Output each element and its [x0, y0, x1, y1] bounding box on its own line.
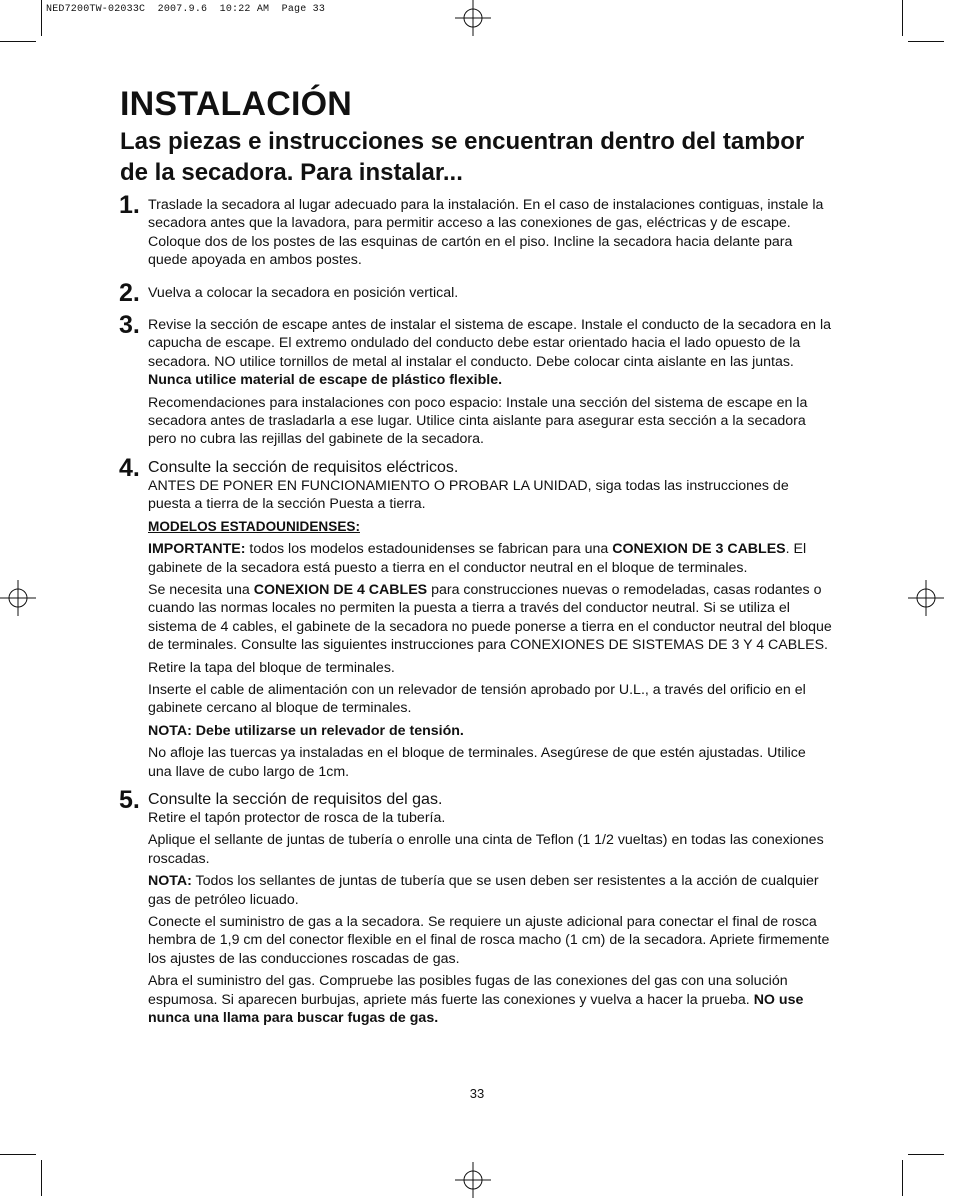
- step-text: No afloje las tuercas ya instaladas en el bloque de terminales. Asegúrese de que estén ajustadas. Utilice una llave de cubo largo de 1cm.: [148, 745, 806, 780]
- section-heading-text: MODELOS ESTADOUNIDENSES:: [148, 518, 360, 534]
- crop-mark-bottom-left-v: [41, 1160, 42, 1196]
- step-text: ANTES DE PONER EN FUNCIONAMIENTO O PROBAR LA UNIDAD, siga todas las instrucciones de puesta a tierra de la sección Puesta a tierra.: [148, 477, 789, 513]
- step-text-bold: IMPORTANTE:: [148, 541, 246, 558]
- step-text-bold: CONEXION DE 3 CABLES: [612, 541, 786, 558]
- step-text: [148, 872, 832, 909]
- step-text-regular: Todos los sellantes de juntas de tubería que se usen deben ser resistentes a la acción de cualquier gas de petróleo licuado.: [148, 873, 819, 908]
- step-text: Aplique el sellante de juntas de tubería o enrolle una cinta de Teflon (1 1/2 vueltas) en todas las conexiones roscadas.: [148, 832, 824, 867]
- step-text-regular: Abra el suministro del gas. Compruebe las posibles fugas de las conexiones del gas con una solución espumosa. Si aparecen burbujas, apriete más fuerte las conexiones y vuelva a hacer la prueba.: [148, 973, 788, 1008]
- step-3: [119, 311, 832, 449]
- step-text: Traslade la secadora al lugar adecuado para la instalación. En el caso de instalaciones contiguas, instale la secadora antes que la lavadora, para permitir acceso a las conexiones de gas, eléctricas y de escape. Coloque dos de los postes de las esquinas de cartón en el piso. Incline la secadora hacia delante para quede apoyada en ambos postes.: [148, 197, 824, 269]
- step-number: 5.: [119, 785, 140, 814]
- step-text: Recomendaciones para instalaciones con poco espacio: Instale una sección del sistema de escape en la secadora antes de trasladarla a ese lugar. Utilice cinta aislante para asegurar esta sección a la secadora pero no cubra las rejillas del gabinete de la secadora.: [148, 394, 808, 448]
- step-number: 3.: [119, 311, 140, 340]
- step-number: 4.: [119, 453, 140, 482]
- step-lead: Consulte la sección de requisitos del gas.: [148, 790, 443, 808]
- step-text-bold: Nunca utilice material de escape de plástico flexible.: [148, 372, 503, 389]
- registration-mark-bottom-icon: [455, 1162, 491, 1198]
- page-content: [120, 84, 832, 1031]
- step-text-bold: NOTA:: [148, 873, 192, 890]
- registration-mark-top-icon: [455, 0, 491, 36]
- step-4: [119, 453, 832, 781]
- step-text: Vuelva a colocar la secadora en posición vertical.: [148, 284, 459, 301]
- step-1: [119, 191, 832, 270]
- step-text: [148, 540, 832, 577]
- registration-mark-right-icon: [908, 580, 944, 616]
- step-5: [119, 785, 832, 1027]
- page-title: INSTALACIÓN: [120, 85, 352, 123]
- step-text: [148, 581, 832, 655]
- registration-mark-left-icon: [0, 580, 36, 616]
- step-number: 1.: [119, 191, 140, 219]
- crop-mark-bottom-left-h: [0, 1154, 36, 1155]
- section-heading: [148, 518, 832, 536]
- page-subtitle: Las piezas e instrucciones se encuentran dentro del tambor de la secadora. Para instalar...: [120, 128, 805, 186]
- print-slug: NED7200TW-02033C 2007.9.6 10:22 AM Page 33: [46, 4, 326, 15]
- step-note: [148, 722, 832, 740]
- step-text-regular: todos los modelos estadounidenses se fabrican para una: [245, 541, 613, 558]
- step-text-bold: CONEXION DE 4 CABLES: [253, 581, 428, 598]
- step-text-bold: NO use nunca una llama para buscar fugas de gas.: [148, 991, 804, 1027]
- crop-mark-bottom-right-v: [902, 1160, 903, 1196]
- step-text-regular: Se necesita una: [148, 581, 254, 598]
- step-text-regular: para construcciones nuevas o remodeladas, casas rodantes o cuando las normas locales no permiten la puesta a tierra a través del conductor neutral. Si se utiliza el sistema de 4 cables, el gabinete de la secadora no puede ponerse a tierra en el conductor neutral del bloque de terminales. Consulte las siguientes instrucciones para CONEXIONES DE SISTEMAS DE 3 Y 4 CABLES.: [148, 581, 832, 654]
- step-text: [148, 316, 832, 390]
- step-text-regular: Revise la sección de escape antes de instalar el sistema de escape. Instale el conducto de la secadora en la capucha de escape. El extremo ondulado del conducto debe estar orientado hacia el lado opuesto de la secadora. NO utilice tornillos de metal al instalar el conducto. Debe colocar cinta aislante en las juntas.: [148, 317, 831, 370]
- step-text: Inserte el cable de alimentación con un relevador de tensión aprobado por U.L., a través del orificio en el gabinete cercano al bloque de terminales.: [148, 681, 806, 717]
- step-2: [119, 278, 832, 307]
- step-text: Retire la tapa del bloque de terminales.: [148, 659, 395, 676]
- page-number: 33: [469, 1086, 485, 1101]
- crop-mark-bottom-right-h: [908, 1154, 944, 1155]
- crop-mark-top-right-h: [908, 41, 944, 42]
- crop-mark-top-right-v: [902, 0, 903, 36]
- step-text: Conecte el suministro de gas a la secadora. Se requiere un ajuste adicional para conectar el final de rosca hembra de 1,9 cm del conector flexible en el final de rosca macho (1 cm) de la secadora. Apriete firmemente los ajustes de las conducciones roscadas de gas.: [148, 914, 830, 967]
- crop-mark-top-left-v: [41, 0, 42, 36]
- step-text-bold: NOTA: Debe utilizarse un relevador de tensión.: [148, 722, 464, 739]
- step-text: [148, 972, 832, 1027]
- step-text-regular: . El gabinete de la secadora está puesto a tierra en el conductor neutral en el bloque de terminales.: [148, 541, 807, 576]
- step-number: 2.: [119, 278, 140, 307]
- step-lead: Consulte la sección de requisitos eléctricos.: [148, 458, 459, 476]
- crop-mark-top-left-h: [0, 41, 36, 42]
- step-text: Retire el tapón protector de rosca de la tubería.: [148, 809, 446, 826]
